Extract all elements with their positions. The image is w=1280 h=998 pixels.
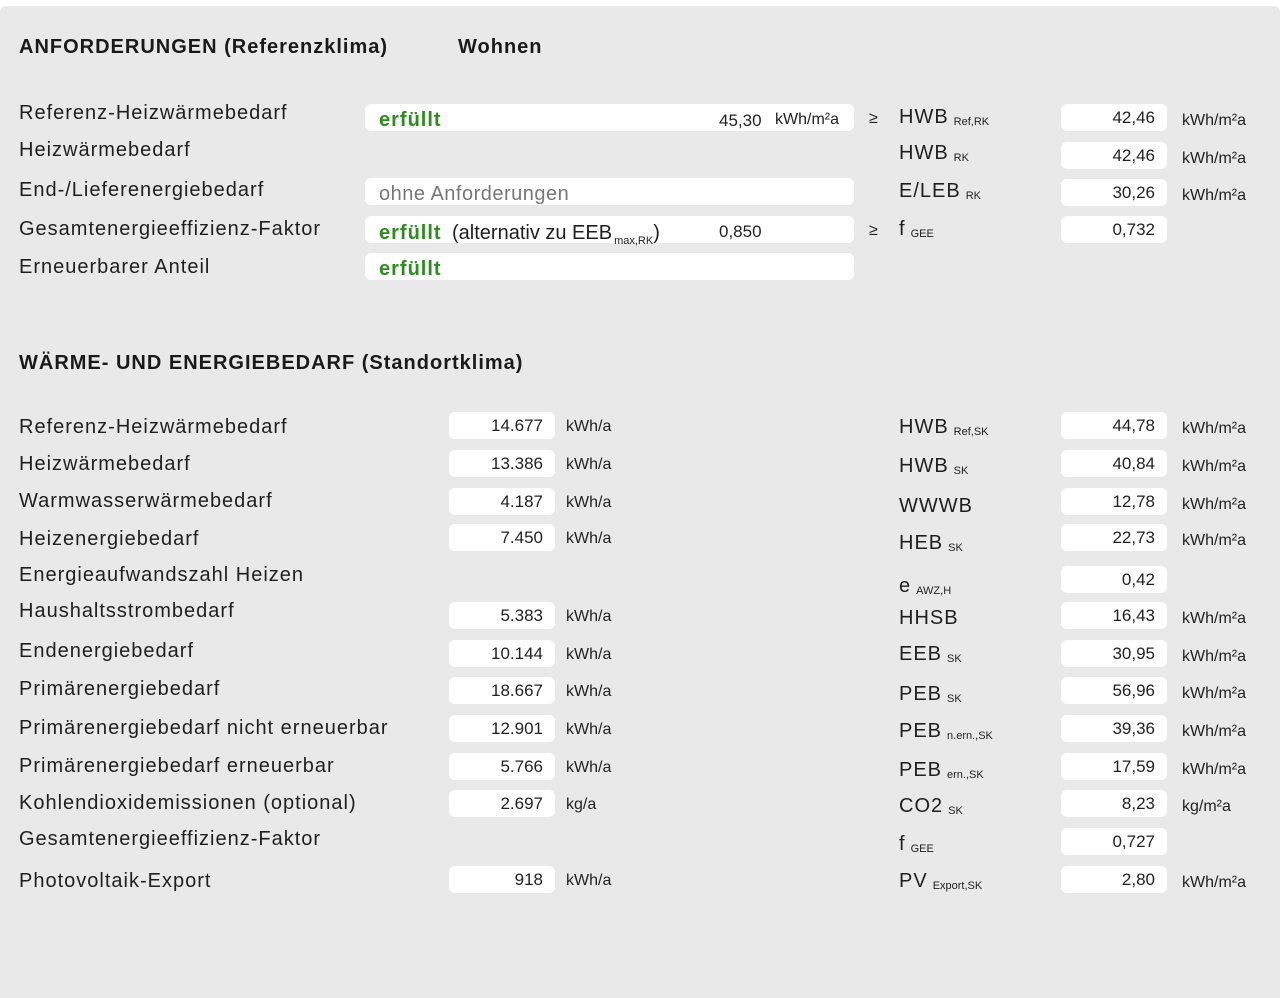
demand-label: Gesamtenergieeffizienz-Faktor	[19, 828, 322, 850]
demand-specific-value: 44,78	[1061, 412, 1167, 439]
demand-label: Warmwasserwärmebedarf	[19, 490, 273, 512]
req-alt-text-fgee: (alternativ zu EEB $_{max,RK}$)	[452, 222, 660, 247]
demand-specific-value: 40,84	[1061, 450, 1167, 477]
demand-label: Energieaufwandszahl Heizen	[19, 564, 305, 586]
demand-symbol: CO2 $_{SK}$	[899, 795, 963, 817]
req-symbol-hwb: HWB $_{RK}$	[899, 142, 969, 164]
energy-certificate-panel	[0, 6, 1280, 998]
req-status-fgee: erfüllt	[379, 222, 442, 244]
demand-label: Primärenergiebedarf erneuerbar	[19, 755, 335, 777]
demand-title: WÄRME- UND ENERGIEBEDARF (Standortklima)	[19, 352, 524, 374]
req-status-box-eleb	[365, 178, 854, 205]
req-label-eleb: End-/Lieferenergiebedarf	[19, 179, 265, 201]
demand-specific-value: 22,73	[1061, 524, 1167, 551]
req-limit-value-fgee: 0,850	[719, 222, 762, 241]
demand-symbol: f $_{GEE}$	[899, 833, 934, 855]
req-unit-eleb: kWh/m²a	[1182, 187, 1246, 204]
demand-abs-value: 13.386	[449, 450, 555, 477]
req-status-box-renewable	[365, 253, 854, 280]
demand-specific-unit: kWh/m²a	[1182, 610, 1246, 627]
demand-symbol: e $_{AWZ,H}$	[899, 575, 952, 597]
demand-specific-value: 16,43	[1061, 602, 1167, 629]
demand-label: Endenergiebedarf	[19, 640, 195, 662]
req-status-renewable: erfüllt	[379, 258, 442, 280]
demand-label: Haushaltsstrombedarf	[19, 600, 235, 622]
req-symbol-fgee: f $_{GEE}$	[899, 218, 934, 240]
demand-specific-unit: kg/m²a	[1182, 798, 1231, 815]
demand-abs-unit: kWh/a	[566, 872, 612, 889]
demand-specific-unit: kWh/m²a	[1182, 532, 1246, 549]
demand-label: Primärenergiebedarf	[19, 678, 221, 700]
demand-abs-unit: kWh/a	[566, 608, 612, 625]
req-label-renewable: Erneuerbarer Anteil	[19, 256, 211, 278]
demand-abs-unit: kWh/a	[566, 418, 612, 435]
req-symbol-eleb: E/LEB $_{RK}$	[899, 180, 981, 202]
demand-specific-unit: kWh/m²a	[1182, 685, 1246, 702]
demand-abs-value: 2.697	[449, 790, 555, 817]
req-label-ref-hwb: Referenz-Heizwärmebedarf	[19, 102, 288, 124]
demand-specific-value: 17,59	[1061, 753, 1167, 780]
demand-abs-value: 4.187	[449, 488, 555, 515]
req-unit-ref-hwb: kWh/m²a	[1182, 112, 1246, 129]
demand-label: Photovoltaik-Export	[19, 870, 212, 892]
req-label-fgee: Gesamtenergieeffizienz-Faktor	[19, 218, 322, 240]
req-value-ref-hwb: 42,46	[1061, 104, 1167, 131]
usage-type: Wohnen	[458, 36, 543, 58]
req-unit-hwb: kWh/m²a	[1182, 150, 1246, 167]
req-comparator-ref-hwb: ≥	[869, 110, 878, 127]
demand-symbol: PEB $_{ern.,SK}$	[899, 759, 984, 781]
demand-abs-value: 14.677	[449, 412, 555, 439]
demand-abs-unit: kWh/a	[566, 456, 612, 473]
demand-specific-unit: kWh/m²a	[1182, 496, 1246, 513]
demand-specific-value: 12,78	[1061, 488, 1167, 515]
demand-abs-value: 5.383	[449, 602, 555, 629]
demand-specific-unit: kWh/m²a	[1182, 761, 1246, 778]
demand-abs-value: 5.766	[449, 753, 555, 780]
demand-symbol: HWB $_{SK}$	[899, 455, 969, 477]
demand-abs-unit: kWh/a	[566, 721, 612, 738]
req-value-hwb: 42,46	[1061, 142, 1167, 169]
requirements-title: ANFORDERUNGEN (Referenzklima)	[19, 36, 389, 58]
demand-label: Primärenergiebedarf nicht erneuerbar	[19, 717, 389, 739]
demand-label: Heizenergiebedarf	[19, 528, 200, 550]
req-status-box-fgee	[365, 216, 854, 247]
demand-specific-value: 0,727	[1061, 828, 1167, 855]
demand-label: Heizwärmebedarf	[19, 453, 191, 475]
req-status-box-ref-hwb	[365, 104, 854, 131]
demand-specific-value: 8,23	[1061, 790, 1167, 817]
demand-abs-value: 918	[449, 866, 555, 893]
demand-label: Kohlendioxidemissionen (optional)	[19, 792, 357, 814]
demand-symbol: EEB $_{SK}$	[899, 643, 962, 665]
demand-abs-unit: kWh/a	[566, 683, 612, 700]
demand-label: Referenz-Heizwärmebedarf	[19, 416, 288, 438]
demand-symbol: WWWB	[899, 495, 973, 517]
demand-specific-unit: kWh/m²a	[1182, 874, 1246, 891]
demand-specific-value: 0,42	[1061, 566, 1167, 593]
demand-abs-unit: kWh/a	[566, 530, 612, 547]
demand-abs-unit: kWh/a	[566, 759, 612, 776]
req-limit-unit-ref-hwb: kWh/m²a	[775, 111, 839, 128]
demand-symbol: HEB $_{SK}$	[899, 532, 963, 554]
demand-specific-value: 39,36	[1061, 715, 1167, 742]
req-value-fgee: 0,732	[1061, 216, 1167, 243]
demand-specific-unit: kWh/m²a	[1182, 723, 1246, 740]
demand-abs-unit: kg/a	[566, 796, 597, 813]
req-symbol-ref-hwb: HWB $_{Ref,RK}$	[899, 106, 990, 128]
req-status-eleb: ohne Anforderungen	[379, 183, 570, 205]
demand-specific-value: 30,95	[1061, 640, 1167, 667]
demand-specific-unit: kWh/m²a	[1182, 458, 1246, 475]
req-comparator-fgee: ≥	[869, 222, 878, 239]
demand-symbol: HHSB	[899, 607, 959, 629]
demand-abs-value: 10.144	[449, 640, 555, 667]
demand-abs-value: 7.450	[449, 524, 555, 551]
req-value-eleb: 30,26	[1061, 179, 1167, 206]
demand-abs-value: 18.667	[449, 677, 555, 704]
demand-specific-unit: kWh/m²a	[1182, 648, 1246, 665]
req-status-ref-hwb: erfüllt	[379, 109, 442, 131]
demand-symbol: PV $_{Export,SK}$	[899, 870, 983, 892]
req-label-hwb: Heizwärmebedarf	[19, 139, 191, 161]
demand-specific-unit: kWh/m²a	[1182, 420, 1246, 437]
demand-specific-value: 2,80	[1061, 866, 1167, 893]
demand-abs-unit: kWh/a	[566, 646, 612, 663]
demand-abs-value: 12.901	[449, 715, 555, 742]
demand-symbol: PEB $_{n.ern.,SK}$	[899, 720, 993, 742]
demand-symbol: HWB $_{Ref,SK}$	[899, 416, 989, 438]
demand-specific-value: 56,96	[1061, 677, 1167, 704]
req-limit-value-ref-hwb: 45,30	[719, 111, 762, 130]
demand-abs-unit: kWh/a	[566, 494, 612, 511]
demand-symbol: PEB $_{SK}$	[899, 683, 962, 705]
